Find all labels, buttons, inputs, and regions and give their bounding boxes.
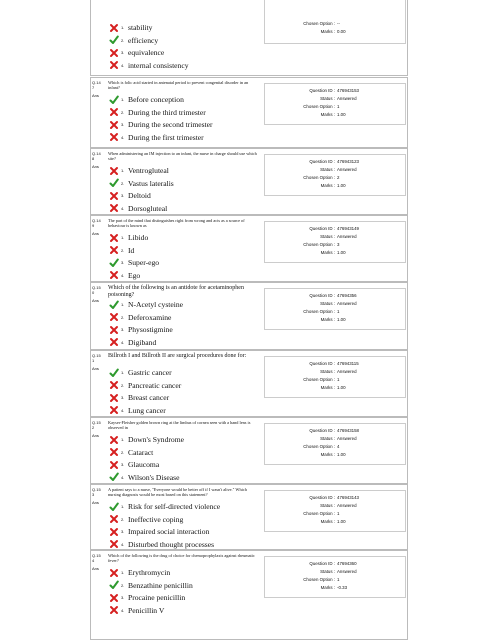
option-number: 4. [121, 134, 125, 140]
meta-label: Status : [320, 233, 335, 239]
meta-value: 1.00 [337, 182, 346, 188]
wrong-cross-icon [109, 527, 119, 537]
option-number: 2. [121, 582, 125, 588]
meta-label: Chosen Option : [303, 576, 335, 582]
option-text: Breast cancer [128, 393, 170, 403]
wrong-cross-icon [109, 405, 119, 415]
meta-label: Marks : [320, 384, 335, 390]
meta-row [265, 19, 405, 27]
wrong-cross-icon [109, 325, 119, 335]
wrong-cross-icon [109, 312, 119, 322]
meta-value: Answered [337, 233, 357, 239]
option-text: Penicillin V [128, 605, 165, 615]
meta-label: Status : [320, 568, 335, 574]
option-number: 2. [121, 516, 125, 522]
meta-value: 1 [337, 308, 340, 314]
answer-option [109, 592, 185, 603]
meta-label: Marks : [320, 111, 335, 117]
meta-label: Chosen Option : [303, 103, 335, 109]
answer-option [109, 605, 164, 616]
meta-label: Status : [320, 368, 335, 374]
answer-option [109, 367, 172, 378]
meta-row [265, 517, 405, 525]
wrong-cross-icon [109, 380, 119, 390]
meta-label: Marks : [320, 451, 335, 457]
meta-row [265, 291, 405, 299]
answer-option [109, 47, 164, 58]
option-text: Risk for self-directed violence [128, 502, 221, 511]
meta-row [265, 315, 405, 323]
correct-check-icon [109, 368, 119, 378]
option-number: 4. [121, 407, 125, 413]
wrong-cross-icon [109, 539, 119, 549]
meta-label: Marks : [320, 182, 335, 188]
answer-option [109, 119, 213, 130]
option-number: 2. [121, 180, 125, 186]
option-number: 4. [121, 607, 125, 613]
meta-row [265, 173, 405, 181]
question-text: Which of the following is the drug of choice for chemoprophylaxis against rheumatic fever? [108, 553, 255, 563]
option-number: 2. [121, 247, 125, 253]
answer-option [109, 501, 220, 512]
option-number: 3. [121, 462, 125, 468]
option-number: 2. [121, 382, 125, 388]
option-number: 4. [121, 62, 125, 68]
option-text: Benzathine penicillin [128, 580, 193, 590]
answer-label: Ans [92, 298, 99, 303]
meta-label: Chosen Option : [303, 443, 335, 449]
meta-row [265, 299, 405, 307]
answer-option [109, 434, 184, 445]
meta-label: Question ID : [309, 560, 335, 566]
option-number: 3. [121, 529, 125, 535]
option-number: 2. [121, 314, 125, 320]
option-text: Dorsogluteal [128, 203, 168, 213]
meta-label: Question ID : [309, 427, 335, 433]
wrong-cross-icon [109, 460, 119, 470]
answer-label: Ans [92, 231, 99, 236]
meta-row [265, 248, 405, 256]
option-text: Procaine penicillin [128, 593, 186, 603]
answer-option [109, 380, 181, 391]
answer-option [109, 165, 169, 176]
option-number: 1. [121, 168, 125, 173]
answer-label: Ans [92, 433, 99, 438]
option-number: 4. [121, 339, 125, 345]
option-text: Down's Syndrome [128, 435, 185, 444]
wrong-cross-icon [109, 568, 119, 578]
meta-row [265, 426, 405, 434]
question-text: A patient says to a nurse, "Everyone would be better off if I wasn't alive." Which nursing diagnosis would be most based on this statement? [108, 487, 247, 497]
wrong-cross-icon [109, 447, 119, 457]
question-meta-box [264, 356, 406, 398]
question-number: Q.14 9 [92, 218, 101, 228]
option-text: Cataract [128, 447, 154, 457]
option-number: 1. [121, 235, 125, 240]
meta-value: 1.00 [337, 316, 346, 322]
wrong-cross-icon [109, 120, 119, 130]
meta-row [265, 232, 405, 240]
wrong-cross-icon [109, 435, 119, 445]
option-text: stability [128, 23, 153, 32]
option-text: Id [128, 245, 135, 255]
meta-value: 476943115 [337, 360, 359, 366]
meta-label: Marks : [320, 28, 335, 34]
option-number: 3. [121, 193, 125, 199]
meta-row [265, 509, 405, 517]
correct-check-icon [109, 95, 119, 105]
option-text: Erythromycin [128, 568, 171, 577]
question-meta-box [264, 221, 406, 263]
meta-value: 0.00 [337, 28, 346, 34]
meta-row [265, 165, 405, 173]
meta-label: Chosen Option : [303, 20, 335, 26]
meta-label: Chosen Option : [303, 376, 335, 382]
answer-option [109, 337, 156, 348]
option-text: Pancreatic cancer [128, 380, 182, 390]
meta-row [265, 27, 405, 35]
meta-value: 476943123 [337, 158, 359, 164]
meta-value: 1 [337, 576, 340, 582]
option-text: During the first trimester [128, 132, 204, 142]
option-text: Ventrogluteal [128, 166, 169, 175]
option-text: Lung cancer [128, 405, 166, 415]
meta-value: -0.33 [337, 584, 348, 590]
option-number: 1. [121, 370, 125, 375]
answer-option [109, 257, 159, 268]
answer-option [109, 539, 214, 550]
meta-value: 1.00 [337, 111, 346, 117]
meta-row [265, 181, 405, 189]
question-meta-box [264, 0, 406, 44]
question-number: Q.14 8 [92, 151, 101, 161]
question-number: Q.15 4 [92, 553, 101, 563]
meta-value: Answered [337, 568, 357, 574]
option-text: Wilson's Disease [128, 472, 180, 482]
meta-row [265, 224, 405, 232]
option-text: During the second trimester [128, 120, 213, 130]
meta-value: Answered [337, 300, 357, 306]
option-number: 3. [121, 595, 125, 601]
question-text: Kayser-Fleisher golden brown ring at the limbus of cornea seen with a hand lens is observed in [108, 420, 251, 430]
answer-option [109, 35, 158, 46]
wrong-cross-icon [109, 23, 119, 33]
answer-label: Ans [92, 164, 99, 169]
option-number: 3. [121, 260, 125, 266]
answer-option [109, 60, 189, 71]
question-text: When administering an IM injection to an infant, the nurse in charge should use which site? [108, 151, 257, 161]
wrong-cross-icon [109, 270, 119, 280]
meta-value: 476943158 [337, 427, 359, 433]
meta-row [265, 110, 405, 118]
wrong-cross-icon [109, 191, 119, 201]
meta-row [265, 434, 405, 442]
answer-option [109, 270, 140, 281]
meta-label: Marks : [320, 249, 335, 255]
meta-label: Question ID : [309, 225, 335, 231]
wrong-cross-icon [109, 233, 119, 243]
answer-option [109, 94, 184, 105]
option-number: 2. [121, 449, 125, 455]
answer-option [109, 392, 169, 403]
meta-row [265, 450, 405, 458]
option-text: Ego [128, 270, 141, 280]
meta-row [265, 567, 405, 575]
wrong-cross-icon [109, 593, 119, 603]
meta-label: Chosen Option : [303, 174, 335, 180]
answer-option [109, 459, 159, 470]
meta-label: Status : [320, 435, 335, 441]
meta-label: Status : [320, 166, 335, 172]
option-text: Gastric cancer [128, 368, 172, 377]
question-number: Q.15 1 [92, 353, 101, 363]
option-text: Before conception [128, 95, 184, 104]
meta-value: Answered [337, 435, 357, 441]
option-text: Disturbed thought processes [128, 539, 215, 549]
meta-label: Marks : [320, 584, 335, 590]
option-text: efficiency [128, 35, 159, 45]
option-number: 3. [121, 327, 125, 333]
meta-value: Answered [337, 502, 357, 508]
meta-value: Answered [337, 95, 357, 101]
option-number: 1. [121, 570, 125, 575]
meta-value: 476943153 [337, 87, 359, 93]
answer-option [109, 567, 170, 578]
meta-value: 1.00 [337, 518, 346, 524]
meta-value: -- [337, 20, 340, 26]
meta-row [265, 442, 405, 450]
option-number: 1. [121, 437, 125, 442]
answer-option [109, 526, 209, 537]
answer-option [109, 514, 183, 525]
meta-label: Question ID : [309, 87, 335, 93]
answer-label: Ans [92, 500, 99, 505]
meta-value: 1 [337, 103, 340, 109]
question-meta-box [264, 556, 406, 598]
option-number: 3. [121, 395, 125, 401]
correct-check-icon [109, 502, 119, 512]
meta-label: Question ID : [309, 494, 335, 500]
meta-label: Marks : [320, 316, 335, 322]
answer-option [109, 232, 148, 243]
option-number: 3. [121, 50, 125, 56]
answer-option [109, 132, 204, 143]
answer-label: Ans [92, 93, 99, 98]
answer-option [109, 178, 174, 189]
meta-value: 1.00 [337, 249, 346, 255]
option-text: Impaired social interaction [128, 527, 210, 537]
meta-row [265, 575, 405, 583]
option-text: During the third trimester [128, 107, 206, 117]
answer-option [109, 245, 134, 256]
wrong-cross-icon [109, 245, 119, 255]
answer-label: Ans [92, 566, 99, 571]
question-meta-box [264, 83, 406, 125]
meta-value: 3 [337, 241, 340, 247]
meta-row [265, 375, 405, 383]
answer-option [109, 405, 166, 416]
option-text: Digiband [128, 337, 157, 347]
meta-value: 1.00 [337, 384, 346, 390]
answer-option [109, 447, 153, 458]
answer-option [109, 22, 152, 33]
meta-row [265, 157, 405, 165]
correct-check-icon [109, 472, 119, 482]
wrong-cross-icon [109, 107, 119, 117]
meta-value: 4 [337, 443, 340, 449]
meta-label: Status : [320, 300, 335, 306]
question-text: Billroth I and Billroth II are surgical procedures done for: [108, 353, 247, 359]
question-text: Which is folic acid started in antenatal period to prevent congenital disorder in an infant? [108, 80, 249, 90]
correct-check-icon [109, 258, 119, 268]
option-text: Deltoid [128, 191, 151, 201]
wrong-cross-icon [109, 60, 119, 70]
meta-row [265, 94, 405, 102]
meta-label: Chosen Option : [303, 308, 335, 314]
meta-value: 1.00 [337, 451, 346, 457]
meta-label: Marks : [320, 518, 335, 524]
option-text: Glaucoma [128, 460, 160, 470]
meta-value: Answered [337, 166, 357, 172]
meta-value: 47694356 [337, 292, 357, 298]
meta-value: 476943143 [337, 494, 359, 500]
answer-option [109, 203, 167, 214]
wrong-cross-icon [109, 48, 119, 58]
answer-label: Ans [92, 366, 99, 371]
answer-option [109, 312, 171, 323]
option-text: Physostigmine [128, 325, 173, 335]
option-text: Super-ego [128, 258, 160, 268]
correct-check-icon [109, 300, 119, 310]
option-number: 2. [121, 37, 125, 43]
question-number: Q.15 0 [92, 285, 101, 295]
option-text: Deferoxamine [128, 312, 172, 322]
meta-row [265, 559, 405, 567]
meta-label: Status : [320, 502, 335, 508]
answer-option [109, 299, 183, 310]
question-number: Q.15 3 [92, 487, 101, 497]
meta-value: 1 [337, 376, 340, 382]
question-meta-box [264, 423, 406, 465]
answer-option [109, 324, 173, 335]
option-number: 4. [121, 205, 125, 211]
meta-row [265, 383, 405, 391]
question-number: Q.14 7 [92, 80, 101, 90]
meta-value: 2 [337, 174, 340, 180]
wrong-cross-icon [109, 132, 119, 142]
question-meta-box [264, 490, 406, 532]
option-number: 1. [121, 302, 125, 307]
meta-label: Question ID : [309, 158, 335, 164]
meta-row [265, 501, 405, 509]
meta-value: 476943149 [337, 225, 359, 231]
correct-check-icon [109, 178, 119, 188]
meta-label: Chosen Option : [303, 241, 335, 247]
wrong-cross-icon [109, 166, 119, 176]
answer-option [109, 580, 193, 591]
option-number: 4. [121, 541, 125, 547]
option-text: internal consistency [128, 60, 189, 70]
option-number: 4. [121, 272, 125, 278]
wrong-cross-icon [109, 203, 119, 213]
option-text: Libido [128, 233, 149, 242]
option-number: 1. [121, 504, 125, 509]
answer-option [109, 190, 151, 201]
option-number: 3. [121, 122, 125, 128]
wrong-cross-icon [109, 337, 119, 347]
question-number: Q.15 2 [92, 420, 101, 430]
meta-value: Answered [337, 368, 357, 374]
meta-row [265, 367, 405, 375]
option-number: 1. [121, 97, 125, 102]
question-meta-box [264, 288, 406, 330]
option-text: N-Acetyl cysteine [128, 300, 184, 309]
question-text: The part of the mind that distinguishes right from wrong and acts as a source of behaviour is known as [108, 218, 245, 228]
option-number: 2. [121, 109, 125, 115]
meta-row [265, 102, 405, 110]
meta-row [265, 86, 405, 94]
wrong-cross-icon [109, 605, 119, 615]
correct-check-icon [109, 580, 119, 590]
option-text: Ineffective coping [128, 514, 184, 524]
option-number: 1. [121, 25, 125, 30]
answer-option [109, 472, 179, 483]
option-number: 4. [121, 474, 125, 480]
meta-row [265, 307, 405, 315]
question-text: Which of the following is an antidote for acetaminophen poisoning? [108, 285, 244, 298]
wrong-cross-icon [109, 393, 119, 403]
meta-row [265, 493, 405, 501]
meta-label: Status : [320, 95, 335, 101]
meta-row [265, 359, 405, 367]
meta-label: Question ID : [309, 292, 335, 298]
meta-row [265, 240, 405, 248]
option-text: Vastus lateralis [128, 178, 174, 188]
wrong-cross-icon [109, 514, 119, 524]
meta-row [265, 583, 405, 591]
meta-label: Question ID : [309, 360, 335, 366]
question-meta-box [264, 154, 406, 196]
option-text: equivalence [128, 48, 165, 58]
meta-value: 47694360 [337, 560, 357, 566]
answer-option [109, 107, 206, 118]
meta-value: 1 [337, 510, 340, 516]
meta-label: Chosen Option : [303, 510, 335, 516]
correct-check-icon [109, 35, 119, 45]
